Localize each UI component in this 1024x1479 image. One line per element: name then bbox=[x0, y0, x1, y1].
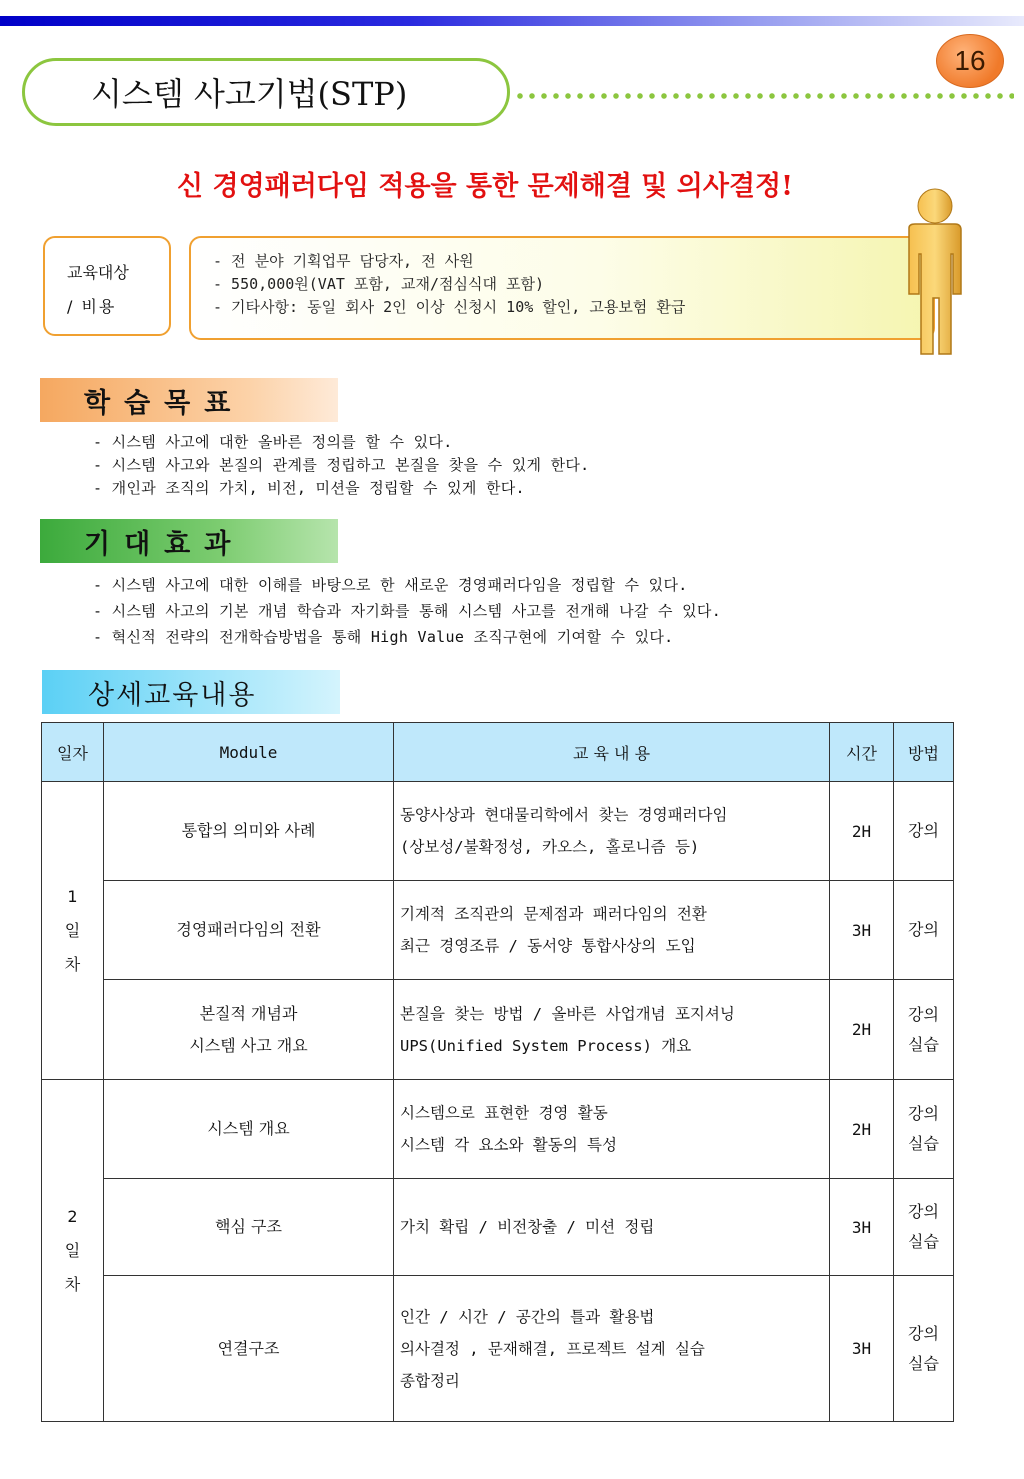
day-cell: 2 일 차 bbox=[42, 1080, 104, 1422]
page-title: 시스템 사고기법(STP) bbox=[22, 58, 510, 126]
method-cell: 강의 bbox=[894, 782, 954, 881]
target-item: - 550,000원(VAT 포함, 교재/점심식대 포함) bbox=[213, 275, 544, 293]
table-row bbox=[42, 1276, 954, 1422]
hours-cell: 2H bbox=[830, 782, 894, 881]
goal-item: - 시스템 사고에 대한 올바른 정의를 할 수 있다. bbox=[93, 433, 453, 451]
goal-item: - 개인과 조직의 가치, 비전, 미션을 정립할 수 있게 한다. bbox=[93, 479, 525, 497]
header-module: Module bbox=[104, 723, 394, 782]
schedule-table bbox=[41, 722, 954, 1422]
effects-list bbox=[93, 572, 721, 650]
effect-item: - 혁신적 전략의 전개학습방법을 통해 High Value 조직구현에 기여할 수 있다. bbox=[93, 628, 674, 646]
table-row bbox=[42, 1179, 954, 1276]
module-cell: 연결구조 bbox=[104, 1276, 394, 1422]
target-label-line2: / 비용 bbox=[67, 297, 117, 316]
headline: 신 경영패러다임 적용을 통한 문제해결 및 의사결정! bbox=[177, 171, 793, 202]
target-label-line1: 교육대상 bbox=[67, 263, 129, 282]
content-cell: 인간 / 시간 / 공간의 틀과 활용법 의사결정 , 문재해결, 프로젝트 설계 실습 종합정리 bbox=[394, 1276, 830, 1422]
table-header-row bbox=[42, 723, 954, 782]
method-cell: 강의 실습 bbox=[894, 1080, 954, 1179]
detail-heading: 상세교육내용 bbox=[42, 670, 340, 714]
table-row bbox=[42, 881, 954, 980]
module-cell: 통합의 의미와 사례 bbox=[104, 782, 394, 881]
method-cell: 강의 bbox=[894, 881, 954, 980]
top-gradient-bar bbox=[0, 16, 1024, 26]
effect-item: - 시스템 사고의 기본 개념 학습과 자기화를 통해 시스템 사고를 전개해 나갈 수 있다. bbox=[93, 602, 722, 620]
goals-heading: 학습목표 bbox=[40, 378, 338, 422]
content-cell: 시스템으로 표현한 경영 활동 시스템 각 요소와 활동의 특성 bbox=[394, 1080, 830, 1179]
target-item: - 기타사항: 동일 회사 2인 이상 신청시 10% 할인, 고용보험 환급 bbox=[213, 298, 686, 316]
hours-cell: 3H bbox=[830, 1276, 894, 1422]
module-cell: 본질적 개념과 시스템 사고 개요 bbox=[104, 980, 394, 1080]
header-method: 방법 bbox=[894, 723, 954, 782]
dotted-divider bbox=[514, 93, 1014, 99]
table-row bbox=[42, 782, 954, 881]
page-number-badge: 16 bbox=[936, 34, 1004, 88]
module-cell: 시스템 개요 bbox=[104, 1080, 394, 1179]
content-cell: 본질을 찾는 방법 / 올바른 사업개념 포지셔닝 UPS(Unified System Process) 개요 bbox=[394, 980, 830, 1080]
method-cell: 강의 실습 bbox=[894, 1276, 954, 1422]
content-cell: 동양사상과 현대물리학에서 찾는 경영패러다임 (상보성/불확정성, 카오스, 홀로니즘 등) bbox=[394, 782, 830, 881]
target-info-box bbox=[189, 236, 935, 340]
person-figure-icon bbox=[895, 186, 967, 358]
goal-item: - 시스템 사고와 본질의 관계를 정립하고 본질을 찾을 수 있게 한다. bbox=[93, 456, 590, 474]
header-content: 교 육 내 용 bbox=[394, 723, 830, 782]
module-cell: 경영패러다임의 전환 bbox=[104, 881, 394, 980]
hours-cell: 2H bbox=[830, 980, 894, 1080]
header-day: 일자 bbox=[42, 723, 104, 782]
header-hours: 시간 bbox=[830, 723, 894, 782]
goals-list bbox=[93, 431, 590, 500]
hours-cell: 3H bbox=[830, 1179, 894, 1276]
method-cell: 강의 실습 bbox=[894, 980, 954, 1080]
day-cell: 1 일 차 bbox=[42, 782, 104, 1080]
hours-cell: 3H bbox=[830, 881, 894, 980]
target-item: - 전 분야 기획업무 담당자, 전 사원 bbox=[213, 252, 474, 270]
table-row bbox=[42, 980, 954, 1080]
effects-heading: 기대효과 bbox=[40, 519, 338, 563]
target-label-box bbox=[43, 236, 171, 336]
effect-item: - 시스템 사고에 대한 이해를 바탕으로 한 새로운 경영패러다임을 정립할 수 있다. bbox=[93, 576, 688, 594]
content-cell: 기계적 조직관의 문제점과 패러다임의 전환 최근 경영조류 / 동서양 통합사상의 도입 bbox=[394, 881, 830, 980]
content-cell: 가치 확립 / 비전창출 / 미션 정립 bbox=[394, 1179, 830, 1276]
method-cell: 강의 실습 bbox=[894, 1179, 954, 1276]
table-row bbox=[42, 1080, 954, 1179]
module-cell: 핵심 구조 bbox=[104, 1179, 394, 1276]
hours-cell: 2H bbox=[830, 1080, 894, 1179]
